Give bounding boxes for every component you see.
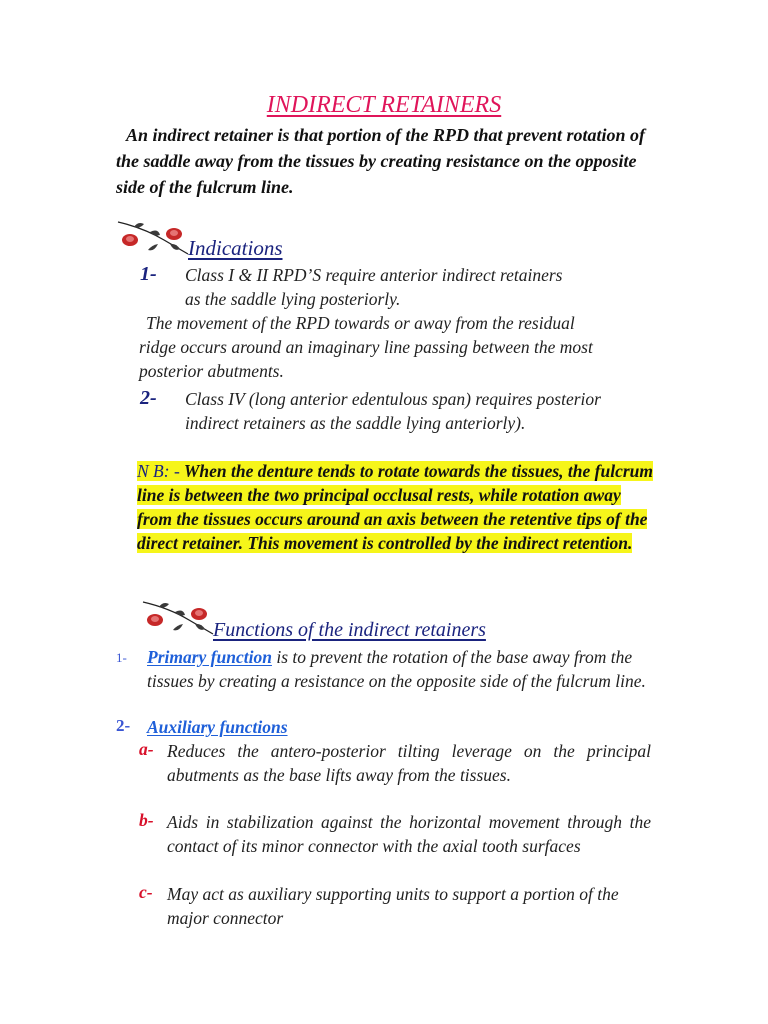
primary-function-text: is to prevent the rotation of the base away from the tissues by creating a resistance on the opposite side of the fulcrum line. xyxy=(147,647,646,691)
indications-heading: Indications xyxy=(188,236,283,260)
rose-icon xyxy=(139,598,217,638)
indication-1-text xyxy=(185,263,665,311)
auxiliary-item-c-letter: c- xyxy=(139,882,153,902)
indication-1-line2: as the saddle lying posteriorly. xyxy=(185,289,401,309)
indication-explanation: The movement of the RPD towards or away from the residual ridge occurs around an imaginary line passing between the most posterior abutments. xyxy=(139,313,593,381)
primary-function-number: 1- xyxy=(116,650,127,665)
indication-1-line1: Class I & II RPD’S require anterior indirect retainers xyxy=(185,265,563,285)
indication-2-number: 2- xyxy=(140,387,157,409)
indication-1-number: 1- xyxy=(140,263,157,285)
auxiliary-functions-label: Auxiliary functions xyxy=(147,717,288,737)
nb-note xyxy=(137,459,657,555)
intro-text: An indirect retainer is that portion of the RPD that prevent rotation of the saddle away from the tissues by creating resistance on the opposite side of the fulcrum line. xyxy=(116,125,646,197)
primary-function-label: Primary function xyxy=(147,647,272,667)
auxiliary-functions-number: 2- xyxy=(116,716,131,735)
auxiliary-item-a-text: Reduces the antero-posterior tilting leverage on the principal abutments as the base lifts away from the tissues. xyxy=(167,741,651,785)
auxiliary-item-a-letter: a- xyxy=(139,739,154,759)
nb-text: When the denture tends to rotate towards the tissues, the fulcrum line is between the two principal occlusal rests, while rotation away from the tissues occurs around an axis between the retentive tips of the direct retainer. This movement is controlled by the indirect retention. xyxy=(137,461,654,553)
intro-paragraph xyxy=(116,122,656,200)
functions-heading: Functions of the indirect retainers xyxy=(213,619,486,641)
rose-icon xyxy=(114,218,192,258)
auxiliary-item-c-text: May act as auxiliary supporting units to support a portion of the major connector xyxy=(167,884,619,928)
nb-label: N B: - xyxy=(137,461,180,481)
primary-function-paragraph xyxy=(147,645,657,693)
page-title: INDIRECT RETAINERS xyxy=(266,92,502,118)
auxiliary-item-b-text: Aids in stabilization against the horizontal movement through the contact of its minor connector with the axial tooth surfaces xyxy=(167,812,651,856)
auxiliary-item-b-letter: b- xyxy=(139,810,154,830)
auxiliary-functions-heading xyxy=(147,715,288,739)
indication-2-text: Class IV (long anterior edentulous span) requires posterior indirect retainers as the saddle lying anteriorly). xyxy=(185,389,601,433)
